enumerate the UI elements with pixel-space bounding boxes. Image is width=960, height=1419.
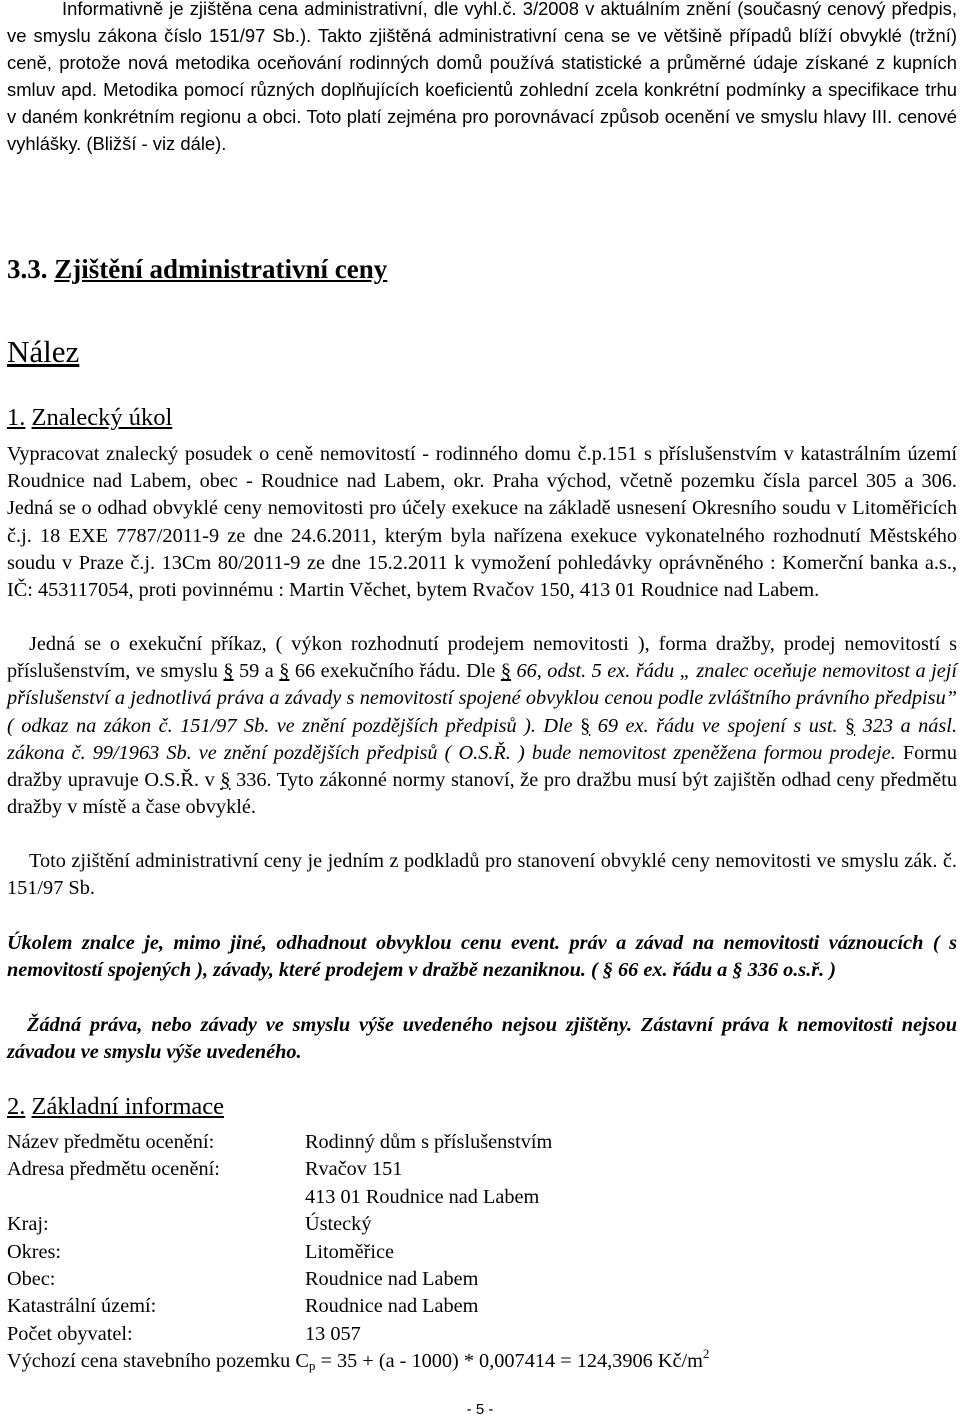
section-sign: § <box>845 714 856 737</box>
info-row <box>7 1321 957 1348</box>
info-value: Rvačov 151 <box>305 1158 403 1181</box>
info-row <box>7 1239 957 1266</box>
italic-run: 69 ex. řádu ve spojení s ust. <box>590 714 845 737</box>
section-title: Znalecký úkol <box>31 404 173 431</box>
section-title: Zjištění administrativní ceny <box>54 254 388 284</box>
section-number: 3.3. <box>7 254 48 284</box>
info-row <box>7 1184 957 1211</box>
info-label: Počet obyvatel: <box>7 1322 133 1345</box>
italic-run: 323 a násl. zákona č. 99/1963 Sb. ve znění pozdějších předpisů ( O.S.Ř. ) bude nemovitost zpeněžena formou prodeje. <box>7 714 958 764</box>
no-encumbrances-paragraph: Žádná práva, nebo závady ve smyslu výše uvedeného nejsou zjištěny. Zástavní práva k nemovitosti nejsou závadou ve smyslu výše uvedeného. <box>7 1014 957 1064</box>
italic-run: 66, odst. 5 ex. řádu „ znalec oceňuje nemovitost a její příslušenství a jednotlivá práva a závady s nemovitostí spojené obvyklou cenou podle zvláštního právního předpisu” ( odkaz na zákon č. 151/97 Sb. ve znění pozdějších předpisů ). Dle <box>7 660 957 737</box>
info-row <box>7 1266 957 1293</box>
info-value: 13 057 <box>305 1322 361 1345</box>
section-heading-2 <box>7 1092 224 1122</box>
basis-paragraph: Toto zjištění administrativní ceny je jedním z podkladů pro stanovení obvyklé ceny nemovitosti ve smyslu zák. č. 151/97 Sb. <box>7 850 957 900</box>
expert-task-paragraph: Úkolem znalce je, mimo jiné, odhadnout obvyklou cenu event. práv a závad na nemovitosti váznoucích ( s nemovitostí spojených ), závady, které prodejem v dražbě nezaniknou. ( § 66 ex. řádu a § 336 o.s.ř. ) <box>7 932 957 982</box>
info-value: Roudnice nad Labem <box>305 1267 479 1290</box>
text-run: Formu dražby upravuje O.S.Ř. v <box>7 741 957 792</box>
text-run: 336. Tyto zákonné normy stanoví, že pro dražbu musí být zajištěn odhad ceny předmětu dražby v místě a čase obvyklé. <box>7 769 957 819</box>
info-row <box>7 1293 957 1320</box>
info-value: Rodinný dům s příslušenstvím <box>305 1131 553 1153</box>
basic-info-table <box>7 1129 957 1348</box>
section-sign: § <box>279 660 290 683</box>
text-run: 59 a <box>233 660 280 683</box>
section-number: 1. <box>7 404 26 431</box>
info-label: Adresa předmětu ocenění: <box>7 1158 220 1181</box>
info-label: Okres: <box>7 1240 62 1263</box>
info-value: 413 01 Roudnice nad Labem <box>305 1185 540 1208</box>
formula-subscript: p <box>308 1358 316 1373</box>
text-run: Jedná se o exekuční příkaz, ( výkon rozhodnutí prodejem nemovitosti ), forma dražby, prodej nemovitostí s příslušenstvím, ve smyslu <box>7 633 957 683</box>
nalez-heading: Nález <box>7 334 80 369</box>
info-value: Litoměřice <box>305 1240 394 1263</box>
section-number: 2. <box>7 1093 26 1120</box>
info-label: Katastrální území: <box>7 1295 157 1318</box>
task-paragraph: Vypracovat znalecký posudek o ceně nemovitostí - rodinného domu č.p.151 s příslušenstvím v katastrálním území Roudnice nad Labem, obec - Roudnice nad Labem, okr. Praha východ, včetně pozemku čísla parcel 305 a 306. Jedná se o odhad obvyklé ceny nemovitosti pro účely exekuce na základě usnesení Okresního soudu v Litoměřicích č.j. 18 EXE 7787/2011-9 ze dne 24.6.2011, kterým byla nařízena exekuce vykonatelného rozhodnutí Městského soudu v Praze č.j. 13Cm 80/2011-9 ze dne 15.2.2011 k vymožení pohledávky oprávněného : Komerční banka a.s., IČ: 453117054, proti povinnému : Martin Věchet, bytem Rvačov 150, 413 01 Roudnice nad Labem. <box>7 443 957 602</box>
section-sign: § <box>580 714 591 737</box>
info-value: Roudnice nad Labem <box>305 1295 479 1318</box>
info-label: Obec: <box>7 1267 56 1290</box>
intro-paragraph: Informativně je zjištěna cena administrativní, dle vyhl.č. 3/2008 v aktuálním znění (současný cenový předpis, ve smyslu zákona číslo 151/97 Sb.). Takto zjištěná administrativní cena se ve většině případů blíží obvyklé (tržní) ceně, protože nová metodika oceňování rodinných domů používá statistické a průměrné údaje získané z kupních smluv apd. Metodika pomocí různých doplňujících koeficientů zohlední zcela konkrétní podmínky a specifikace trhu v daném konkrétním regionu a obci. Toto platí zejména pro porovnávací způsob ocenění ve smyslu hlavy III. cenové vyhlášky. (Bližší - viz dále). <box>7 0 957 154</box>
formula-body: = 35 + (a - 1000) * 0,007414 = 124,3906 Kč/m <box>315 1350 703 1372</box>
section-sign: § <box>223 660 234 683</box>
text-run: 66 exekučního řádu. Dle <box>289 660 501 683</box>
section-title: Základní informace <box>31 1093 225 1120</box>
info-label: Kraj: <box>7 1213 49 1236</box>
info-label: Název předmětu ocenění: <box>7 1131 215 1153</box>
formula-prefix: Výchozí cena stavebního pozemku C <box>7 1350 309 1372</box>
section-sign: § <box>500 660 512 683</box>
execution-paragraph <box>7 631 957 821</box>
land-price-formula <box>7 1348 709 1375</box>
section-sign: § <box>220 769 231 792</box>
formula-superscript: 2 <box>702 1346 710 1361</box>
info-row <box>7 1156 957 1183</box>
section-heading-1 <box>7 403 172 433</box>
info-row <box>7 1211 957 1238</box>
section-heading-3-3 <box>7 252 387 286</box>
page-number: - 5 - <box>466 1401 494 1418</box>
info-row <box>7 1129 957 1156</box>
info-value: Ústecký <box>305 1213 372 1236</box>
